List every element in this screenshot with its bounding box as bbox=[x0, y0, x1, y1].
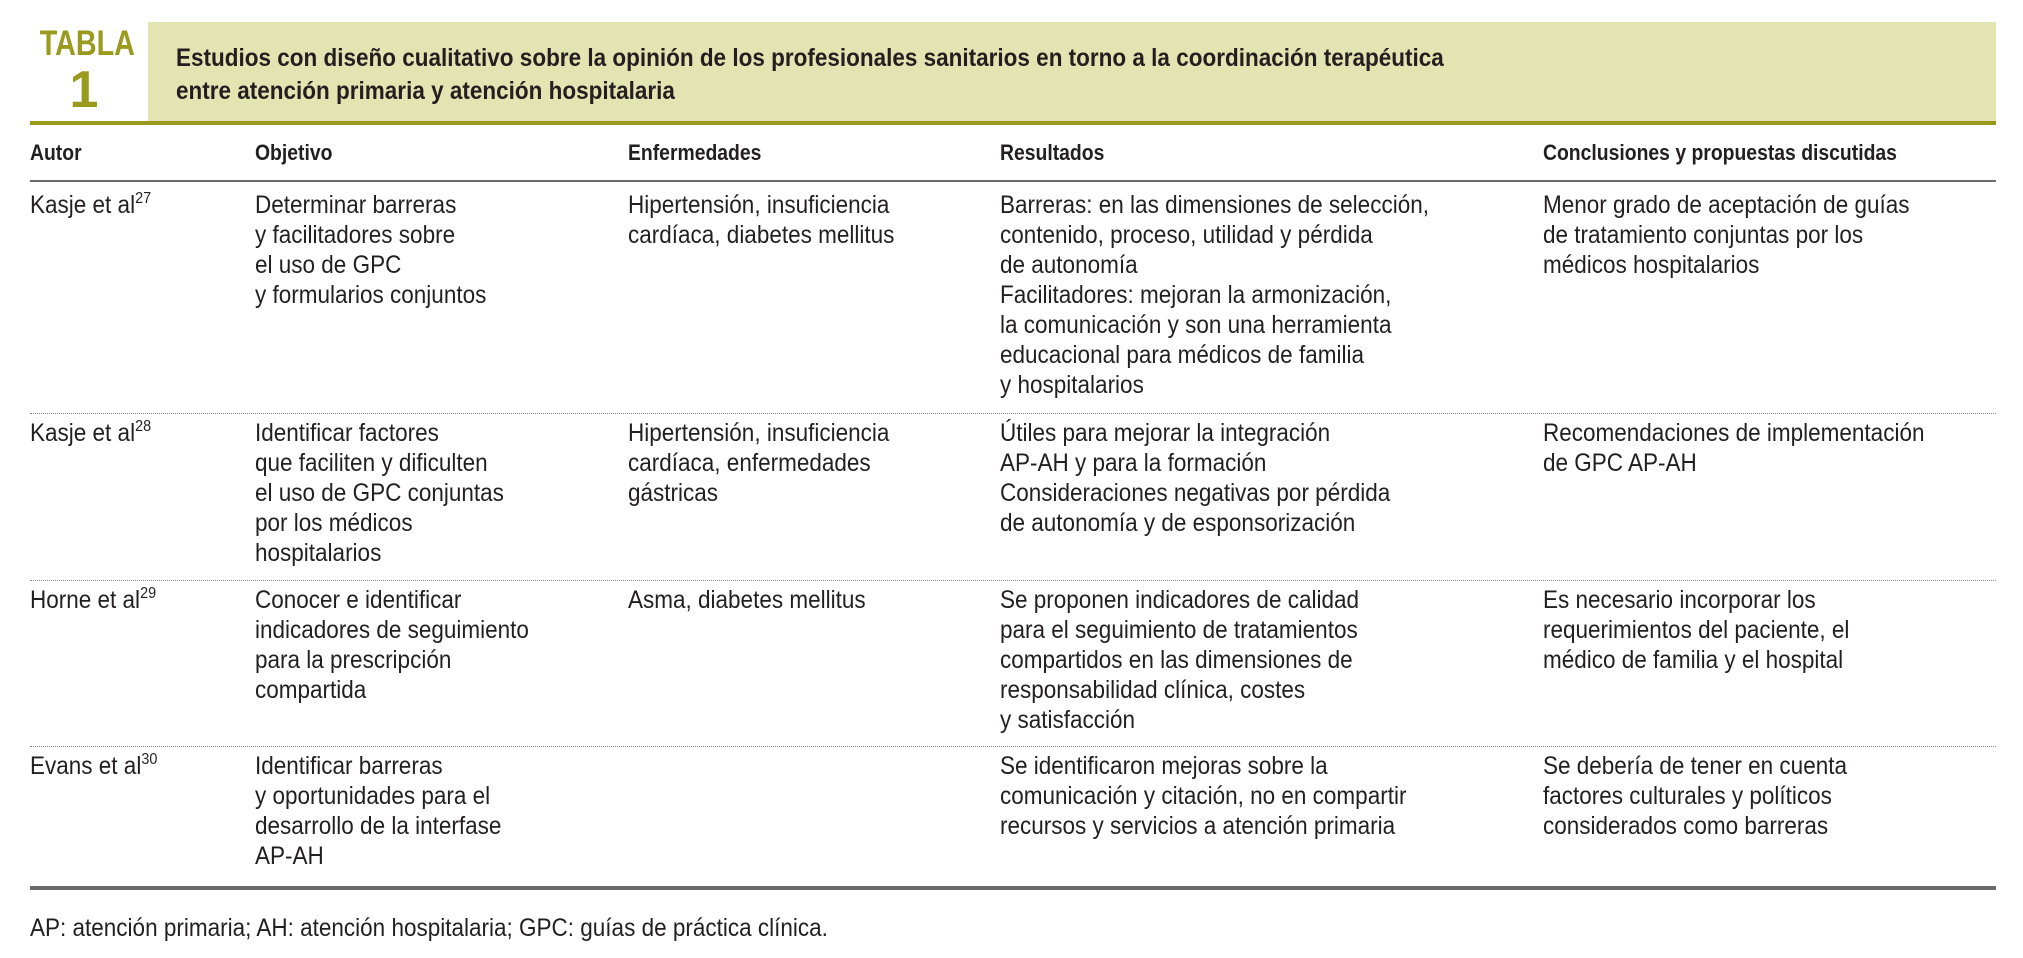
table-row-1-author bbox=[30, 190, 151, 220]
table-row-3-conclusions: Es necesario incorporar los requerimientos del paciente, el médico de familia y el hospital bbox=[1543, 586, 1850, 674]
table-row-1-results: Barreras: en las dimensiones de selección, contenido, proceso, utilidad y pérdida de autonomía Facilitadores: mejoran la armonización, la comunicación y son una herramienta educacional para médicos de familia y hospitalarios bbox=[1000, 191, 1429, 399]
row-separator bbox=[30, 580, 1996, 581]
header-conclusiones: Conclusiones y propuestas discutidas bbox=[1543, 140, 1897, 165]
table-row-4-author bbox=[30, 751, 157, 781]
title-rule bbox=[30, 121, 1996, 125]
reference-number: 29 bbox=[140, 585, 157, 602]
reference-number: 27 bbox=[135, 190, 152, 207]
table-row-2-diseases: Hipertensión, insuficiencia cardíaca, enfermedades gástricas bbox=[628, 419, 890, 507]
title-band bbox=[148, 22, 1996, 123]
header-resultados: Resultados bbox=[1000, 140, 1105, 165]
table-footnote: AP: atención primaria; AH: atención hospitalaria; GPC: guías de práctica clínica. bbox=[30, 914, 828, 942]
table-title-line1: Estudios con diseño cualitativo sobre la opinión de los profesionales sanitarios en torno a la coordinación terapéutica bbox=[176, 44, 1444, 72]
table-row-3-diseases: Asma, diabetes mellitus bbox=[628, 586, 866, 614]
table-label bbox=[30, 24, 138, 124]
table-row-1-conclusions: Menor grado de aceptación de guías de tratamiento conjuntas por los médicos hospitalarios bbox=[1543, 191, 1910, 279]
table-row-4-conclusions: Se debería de tener en cuenta factores culturales y políticos considerados como barreras bbox=[1543, 752, 1847, 840]
table-row-1-objective: Determinar barreras y facilitadores sobre el uso de GPC y formularios conjuntos bbox=[255, 191, 487, 309]
author-name: Horne et al bbox=[30, 586, 141, 614]
header-autor: Autor bbox=[30, 140, 82, 165]
table-row-2-results: Útiles para mejorar la integración AP-AH y para la formación Consideraciones negativas por pérdida de autonomía y de esponsorización bbox=[1000, 419, 1391, 537]
row-separator bbox=[30, 413, 1996, 414]
author-name: Evans et al bbox=[30, 752, 142, 780]
header-objetivo: Objetivo bbox=[255, 140, 333, 165]
table-label-number: 1 bbox=[69, 61, 99, 119]
table-row-2-objective: Identificar factores que faciliten y dificulten el uso de GPC conjuntas por los médicos hospitalarios bbox=[255, 419, 504, 567]
reference-number: 30 bbox=[141, 751, 158, 768]
table-row-3-objective: Conocer e identificar indicadores de seguimiento para la prescripción compartida bbox=[255, 586, 529, 704]
table-bottom-rule bbox=[30, 886, 1996, 890]
table-row-3-author bbox=[30, 585, 156, 615]
table-label-word: TABLA bbox=[39, 24, 135, 63]
table-row-1-diseases: Hipertensión, insuficiencia cardíaca, diabetes mellitus bbox=[628, 191, 895, 249]
table-row-2-conclusions: Recomendaciones de implementación de GPC AP-AH bbox=[1543, 419, 1925, 477]
table-title-line2: entre atención primaria y atención hospitalaria bbox=[176, 77, 675, 105]
table-row-4-objective: Identificar barreras y oportunidades para el desarrollo de la interfase AP-AH bbox=[255, 752, 502, 870]
table-title bbox=[176, 42, 1444, 108]
table-row-4-results: Se identificaron mejoras sobre la comunicación y citación, no en compartir recursos y servicios a atención primaria bbox=[1000, 752, 1407, 840]
reference-number: 28 bbox=[135, 418, 152, 435]
table-row-2-author bbox=[30, 418, 151, 448]
header-rule bbox=[30, 180, 1996, 182]
row-separator bbox=[30, 746, 1996, 747]
author-name: Kasje et al bbox=[30, 191, 136, 219]
table-row-3-results: Se proponen indicadores de calidad para el seguimiento de tratamientos compartidos en las dimensiones de responsabilidad clínica, costes y satisfacción bbox=[1000, 586, 1360, 734]
author-name: Kasje et al bbox=[30, 419, 136, 447]
header-enfermedades: Enfermedades bbox=[628, 140, 762, 165]
